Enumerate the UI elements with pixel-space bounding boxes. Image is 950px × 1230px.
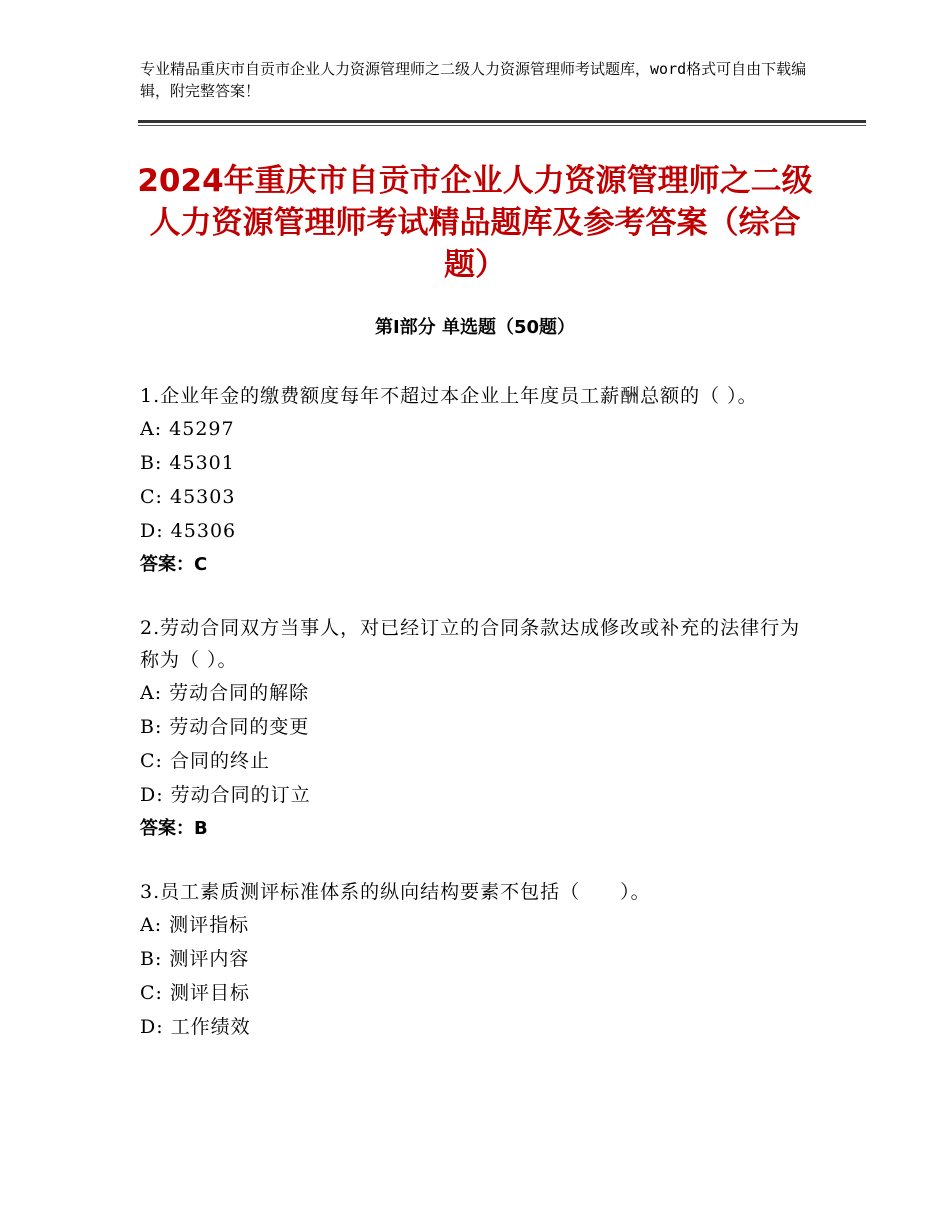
question-1 xyxy=(140,380,810,582)
question-stem: 3.员工素质测评标准体系的纵向结构要素不包括（ ）。 xyxy=(140,881,651,903)
answer: 答案：B xyxy=(140,818,208,839)
option-c: C: 合同的终止 xyxy=(140,750,270,772)
question-3 xyxy=(140,876,810,1044)
header-note: 专业精品重庆市自贡市企业人力资源管理师之二级人力资源管理师考试题库，word格式可自由下载编辑，附完整答案！ xyxy=(140,60,807,100)
header-rule-thick xyxy=(138,120,866,123)
section-heading: 第Ⅰ部分 单选题（50题） xyxy=(374,317,575,338)
option-d: D: 劳动合同的订立 xyxy=(140,784,311,806)
option-d: D: 45306 xyxy=(140,520,237,542)
question-stem: 2.劳动合同双方当事人，对已经订立的合同条款达成修改或补充的法律行为称为（ ）。 xyxy=(140,617,801,671)
option-b: B: 45301 xyxy=(140,452,235,474)
option-a: A: 45297 xyxy=(140,418,235,440)
option-c: C: 测评目标 xyxy=(140,982,250,1004)
option-b: B: 测评内容 xyxy=(140,948,250,970)
question-stem: 1.企业年金的缴费额度每年不超过本企业上年度员工薪酬总额的（ ）。 xyxy=(140,385,758,407)
option-d: D: 工作绩效 xyxy=(140,1016,251,1038)
question-2 xyxy=(140,612,810,846)
option-a: A: 劳动合同的解除 xyxy=(140,682,310,704)
option-a: A: 测评指标 xyxy=(140,914,250,936)
question-list xyxy=(140,380,810,1074)
header-rule-thin xyxy=(138,125,866,126)
option-b: B: 劳动合同的变更 xyxy=(140,716,310,738)
option-c: C: 45303 xyxy=(140,486,236,508)
answer: 答案：C xyxy=(140,554,208,575)
document-title: 2024年重庆市自贡市企业人力资源管理师之二级人力资源管理师考试精品题库及参考答案（综合题） xyxy=(137,163,813,283)
